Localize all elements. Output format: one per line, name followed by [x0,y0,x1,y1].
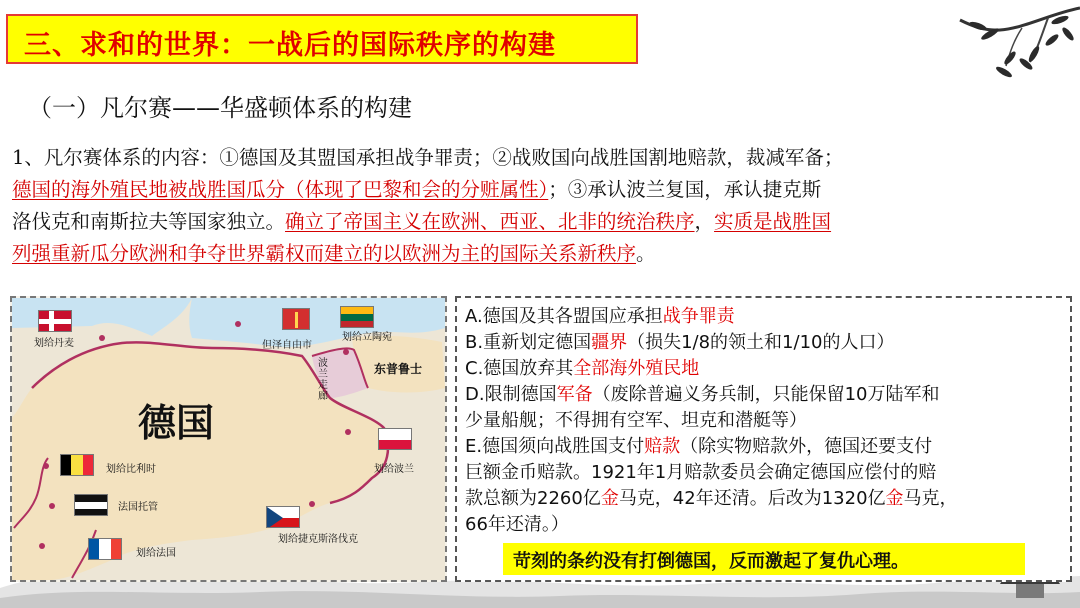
paragraph-text: 洛伐克和南斯拉夫等国家独立。 [12,210,286,233]
paragraph-line-4 [12,238,1068,270]
danzig-flag [282,308,310,330]
map-label-east-prussia: 东普鲁士 [374,362,423,376]
czechoslovakia-flag [266,506,300,528]
term-d-line-2: 少量船舰；不得拥有空军、坦克和潜艇等） [465,410,807,431]
term-d-suffix: （废除普遍义务兵制，只能保留10万陆军和 [592,384,940,405]
term-e [465,434,1065,538]
term-e-line-4: 66年还清。） [465,514,569,535]
title-bar [6,14,638,64]
conclusion-banner [503,543,1025,575]
content-paragraph [12,142,1068,270]
term-a-highlight: 战争罪责 [662,306,735,327]
term-e-text: E.德国须向战胜国支付 [465,436,645,457]
poland-flag [378,428,412,450]
paragraph-text: 。 [636,242,656,265]
term-b-highlight: 疆界 [591,332,628,353]
term-b-line [465,330,1065,356]
map-label-france-mandate: 法国托管 [118,502,158,513]
highlight-order: 确立了帝国主义在欧洲、西亚、北非的统治秩序 [285,210,695,233]
term-a [465,304,1065,330]
term-d-text: D.限制德国 [465,384,557,405]
map-label-belgium: 划给比利时 [106,464,156,475]
term-e-line-1 [465,434,1065,460]
section-subtitle: （一）凡尔赛——华盛顿体系的构建 [28,94,412,122]
denmark-flag [38,310,72,332]
term-e-suffix: （除实物赔款外，德国还要支付 [680,436,933,457]
map-label-france: 划给法国 [136,548,176,559]
term-e-gold-1: 金 [600,488,619,509]
map-label-danzig: 但泽自由市 [262,340,312,351]
highlight-essence-cont: 列强重新瓜分欧洲和争夺世界霸权而建立的以欧洲为主的国际关系新秩序 [12,242,637,265]
map-label-lithuania: 划给立陶宛 [342,332,392,343]
term-b-text: B.重新划定德国 [465,332,592,353]
conclusion-text: 苛刻的条约没有打倒德国，反而激起了复仇心理。 [513,551,909,572]
term-c-highlight: 全部海外殖民地 [573,358,700,379]
paragraph-line-3 [12,206,1068,238]
term-e-gold-2: 金 [885,488,904,509]
france-flag [88,538,122,560]
term-e-text-3c: 马克， [903,488,958,509]
term-e-text-3b: 马克，42年还清。后改为1320亿 [618,488,886,509]
term-e-highlight: 赔款 [644,436,681,457]
map-label-poland: 划给波兰 [374,464,414,475]
page-title: 三、求和的世界：一战后的国际秩序的构建 [24,30,556,61]
highlight-essence: 实质是战胜国 [714,210,832,233]
paragraph-text: 1、凡尔赛体系的内容：①德国及其盟国承担战争罪责；②战败国向战胜国割地赔款，裁减军备； [12,146,844,169]
term-c-line [465,356,1065,382]
paragraph-text: ， [694,210,715,233]
term-c-text: C.德国放弃其 [465,358,574,379]
paragraph-line-1 [12,142,1068,174]
paragraph-text: ；③承认波兰复国，承认捷克斯 [548,178,822,201]
belgium-flag [60,454,94,476]
term-e-text-3a: 款总额为2260亿 [465,488,601,509]
map-label-denmark: 划给丹麦 [34,338,74,349]
map-label-germany: 德国 [138,401,215,445]
term-a-line [465,304,1065,330]
saar-flag [74,494,108,516]
term-e-line-2: 巨额金币赔款。1921年1月赔款委员会确定德国应偿付的赔 [465,462,937,483]
lithuania-flag [340,306,374,328]
term-a-text: A.德国及其各盟国应承担 [465,306,663,327]
term-b [465,330,1065,356]
map-label-czechoslovakia: 划给捷克斯洛伐克 [278,534,358,545]
term-e-line-3 [465,486,1065,512]
map-label-corridor: 波兰走廊 [318,358,328,402]
term-c [465,356,1065,382]
term-d [465,382,1065,434]
paragraph-line-2 [12,174,1068,206]
highlight-colonies: 德国的海外殖民地被战胜国瓜分（体现了巴黎和会的分赃属性） [12,178,549,201]
term-d-line-1 [465,382,1065,408]
term-b-suffix: （损失1/8的领土和1/10的人口） [627,332,895,353]
ink-branch-decoration [930,0,1080,100]
treaty-terms-box [455,296,1072,582]
germany-map [10,296,447,582]
term-d-highlight: 军备 [556,384,593,405]
